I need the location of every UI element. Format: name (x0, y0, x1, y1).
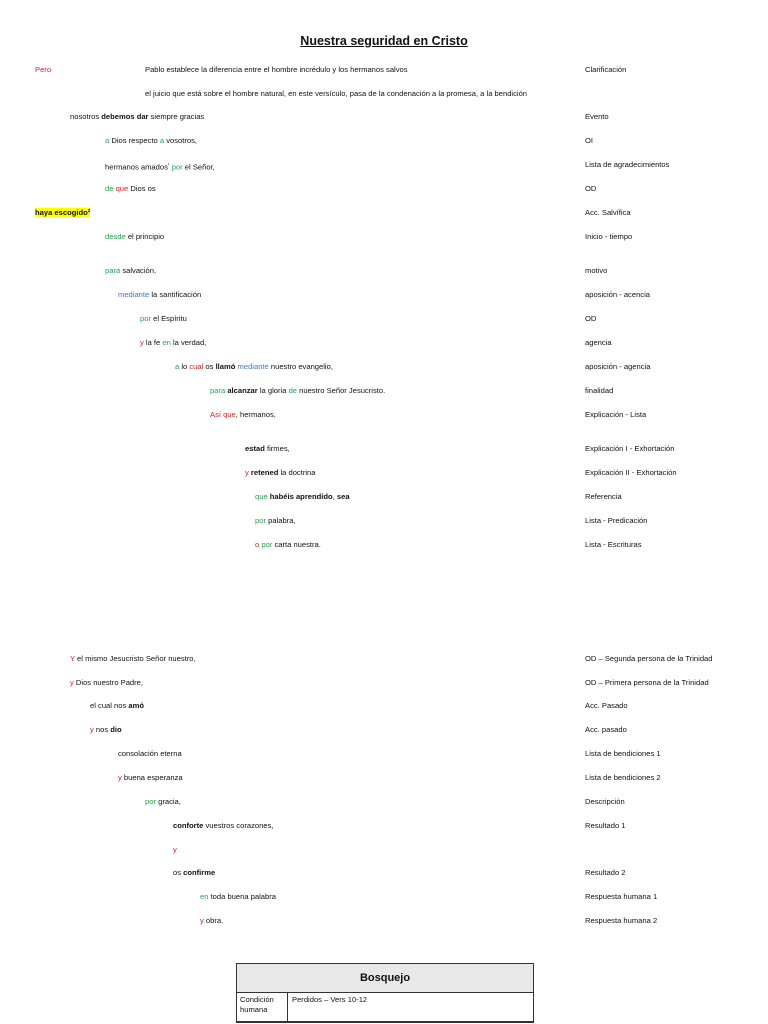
function-note: Respuesta humana 1 (585, 892, 658, 901)
phrase-token: y (200, 916, 204, 925)
verse-phrase (173, 866, 215, 880)
phrase-token: el Espíritu (150, 314, 187, 323)
phrase-token: toda buena palabra (208, 892, 277, 901)
phrase-token: , hermanos, (235, 410, 276, 419)
analysis-row (0, 442, 768, 456)
function-note: Acc. Pasado (585, 701, 628, 710)
phrase-token: Pero (35, 65, 52, 74)
verse-phrase (255, 514, 296, 528)
phrase-token: vuestros corazones, (203, 821, 274, 830)
phrase-token: Así que (210, 410, 236, 419)
phrase-token: buena esperanza (121, 773, 183, 782)
page-title: Nuestra seguridad en Cristo (300, 34, 468, 48)
outline-value: Perdidos – Vers 10-12 (292, 995, 368, 1004)
function-note: Explicación - Lista (585, 410, 647, 419)
function-note: Evento (585, 112, 609, 121)
analysis-row (0, 652, 768, 666)
analysis-row (0, 676, 768, 690)
verse-phrase (118, 771, 183, 785)
analysis-row (0, 771, 768, 785)
phrase-token: ¹ (167, 162, 170, 168)
phrase-token: el mismo Jesucristo Señor nuestro, (74, 654, 196, 663)
phrase-token: habéis aprendido (269, 492, 333, 501)
phrase-token: el cual nos (90, 701, 129, 710)
verse-phrase (255, 538, 321, 552)
analysis-row (0, 206, 768, 220)
phrase-token: mediante (237, 362, 269, 371)
phrase-token: por (140, 314, 151, 323)
phrase-token: o (255, 540, 260, 549)
analysis-row (0, 408, 768, 422)
phrase-token: Y (70, 654, 75, 663)
phrase-token: el principio (125, 232, 165, 241)
function-note: Resultado 2 (585, 868, 626, 877)
function-note: aposición - agencia (585, 362, 651, 371)
verse-phrase (105, 230, 164, 244)
verse-phrase (145, 87, 527, 101)
function-note: Inicio - tiempo (585, 232, 633, 241)
verse-phrase (245, 442, 290, 456)
analysis-row (0, 264, 768, 278)
function-note: Lista de agradecimientos (585, 160, 670, 169)
analysis-row (0, 914, 768, 928)
function-note: OD – Primera persona de la Trinidad (585, 678, 709, 687)
analysis-row (0, 843, 768, 857)
verse-phrase (118, 747, 182, 761)
verse-phrase (200, 890, 276, 904)
verse-phrase (105, 182, 156, 196)
phrase-token: alcanzar (227, 386, 258, 395)
function-note: Lista - Predicación (585, 516, 648, 525)
phrase-token: y (90, 725, 94, 734)
phrase-token: de (288, 386, 298, 395)
phrase-token: y (140, 338, 144, 347)
outline-heading: Bosquejo (237, 964, 533, 993)
phrase-token: la santificación (149, 290, 202, 299)
phrase-token: y (245, 468, 249, 477)
phrase-token: carta nuestra. (272, 540, 321, 549)
verse-phrase (200, 914, 223, 928)
verse-phrase (90, 723, 122, 737)
phrase-token: amó (128, 701, 145, 710)
analysis-row (0, 158, 768, 172)
function-note: Lista - Escrituras (585, 540, 642, 549)
phrase-token: por (255, 516, 266, 525)
phrase-token: para (105, 266, 121, 275)
analysis-row (0, 699, 768, 713)
function-note: Respuesta humana 2 (585, 916, 658, 925)
function-note: Referencia (585, 492, 622, 501)
analysis-row (0, 63, 768, 77)
phrase-token: vosotros, (164, 136, 198, 145)
verse-phrase (70, 676, 143, 690)
verse-phrase (118, 288, 201, 302)
analysis-row (0, 230, 768, 244)
phrase-token: en (200, 892, 209, 901)
analysis-row (0, 466, 768, 480)
outline-row (237, 993, 533, 1022)
phrase-token: cual (189, 362, 204, 371)
function-note: OD (585, 314, 597, 323)
phrase-token: la verdad, (170, 338, 207, 347)
verse-phrase (255, 490, 350, 504)
outline-rows (237, 993, 533, 1022)
phrase-token: en (162, 338, 171, 347)
function-note: Clarificación (585, 65, 627, 74)
phrase-token: la doctrina (278, 468, 316, 477)
verse-phrase (145, 795, 181, 809)
phrase-token: estad (245, 444, 265, 453)
analysis-row (0, 110, 768, 124)
phrase-token: nuestro evangelio, (268, 362, 333, 371)
analysis-row (0, 87, 768, 101)
phrase-token: retened (250, 468, 279, 477)
phrase-token: debemos dar (101, 112, 149, 121)
function-note: aposición - acencia (585, 290, 651, 299)
function-note: Explicación II - Exhortación (585, 468, 677, 477)
function-note: OD (585, 184, 597, 193)
phrase-token: os (203, 362, 216, 371)
phrase-token: y (118, 773, 122, 782)
function-note: Acc. pasado (585, 725, 627, 734)
function-note: finalidad (585, 386, 614, 395)
phrase-token: mediante (118, 290, 150, 299)
verse-phrase (173, 843, 177, 857)
phrase-token: gracia, (155, 797, 181, 806)
analysis-row (0, 490, 768, 504)
function-note: Resultado 1 (585, 821, 626, 830)
verse-phrase (173, 819, 273, 833)
analysis-row (0, 538, 768, 552)
function-note: Explicación I - Exhortación (585, 444, 675, 453)
phrase-token: a (175, 362, 180, 371)
phrase-token: Pablo establece la diferencia entre el hombre incrédulo y los hermanos salvos (145, 65, 408, 74)
phrase-token: el juicio que está sobre el hombre natural, en este versículo, pasa de la condenación a la promesa, a la bendición (145, 89, 528, 98)
verse-phrase (90, 699, 144, 713)
phrase-token: para (210, 386, 226, 395)
verse-phrase (105, 158, 215, 175)
verse-phrase (175, 360, 333, 374)
function-note: Lista de bendiciones 2 (585, 773, 661, 782)
analysis-row (0, 360, 768, 374)
phrase-token: consolación eterna (118, 749, 182, 758)
function-note: OD – Segunda persona de la Trinidad (585, 654, 713, 663)
verse-phrase (145, 63, 408, 77)
analysis-row (0, 336, 768, 350)
phrase-token: y (70, 678, 74, 687)
verse-phrase (210, 384, 385, 398)
verse-phrase (210, 408, 276, 422)
outline-table (236, 963, 534, 1023)
phrase-token: lo (179, 362, 190, 371)
analysis-row (0, 514, 768, 528)
phrase-token: por (145, 797, 156, 806)
phrase-token: Dios nuestro Padre, (73, 678, 144, 687)
phrase-token: sea (336, 492, 350, 501)
phrase-token: hermanos amados (105, 162, 168, 172)
phrase-token: nuestro Señor Jesucristo. (297, 386, 386, 395)
function-note: Lista de bendiciones 1 (585, 749, 661, 758)
phrase-token: haya escogido² (35, 208, 91, 217)
function-note: motivo (585, 266, 608, 275)
phrase-token: , (332, 492, 337, 501)
phrase-token: nosotros (70, 112, 102, 121)
verse-phrase (105, 264, 156, 278)
phrase-token: Dios respecto (109, 136, 160, 145)
analysis-row (0, 384, 768, 398)
phrase-token: a (159, 136, 165, 145)
phrase-token: llamó (215, 362, 236, 371)
phrase-token: de (105, 184, 114, 193)
verse-phrase (140, 312, 187, 326)
analysis-row (0, 795, 768, 809)
analysis-row (0, 312, 768, 326)
analysis-row (0, 288, 768, 302)
analysis-row (0, 723, 768, 737)
phrase-token: el Señor, (182, 162, 215, 172)
analysis-row (0, 890, 768, 904)
phrase-token: que (115, 184, 129, 193)
phrase-token: siempre gracias (148, 112, 205, 121)
phrase-token: confirme (183, 868, 216, 877)
verse-phrase (35, 206, 90, 220)
phrase-token: y (173, 845, 177, 854)
verse-phrase (140, 336, 206, 350)
function-note: Descripción (585, 797, 625, 806)
analysis-row (0, 182, 768, 196)
phrase-token: Dios os (128, 184, 156, 193)
phrase-token: salvación, (120, 266, 157, 275)
phrase-token: firmes, (264, 444, 290, 453)
analysis-row (0, 866, 768, 880)
phrase-token: nos (93, 725, 111, 734)
phrase-token: obra. (203, 916, 224, 925)
function-note: agencia (585, 338, 612, 347)
verse-phrase (70, 110, 204, 124)
phrase-token: dio (110, 725, 122, 734)
function-note: Acc. Salvífica (585, 208, 631, 217)
phrase-token: desde (105, 232, 126, 241)
function-note: OI (585, 136, 594, 145)
phrase-token: la fe (143, 338, 163, 347)
phrase-token: palabra, (265, 516, 296, 525)
phrase-token: que (255, 492, 268, 501)
phrase-token: a (105, 136, 110, 145)
phrase-token: os (173, 868, 184, 877)
verse-phrase (105, 134, 197, 148)
phrase-token: por (171, 162, 183, 172)
outline-label: Condición humana (237, 993, 288, 1021)
phrase-token: la gloria (257, 386, 289, 395)
phrase-token: por (261, 540, 273, 549)
verse-phrase (70, 652, 196, 666)
analysis-row (0, 819, 768, 833)
verse-phrase (245, 466, 316, 480)
analysis-row (0, 747, 768, 761)
phrase-token: conforte (173, 821, 204, 830)
analysis-row (0, 134, 768, 148)
